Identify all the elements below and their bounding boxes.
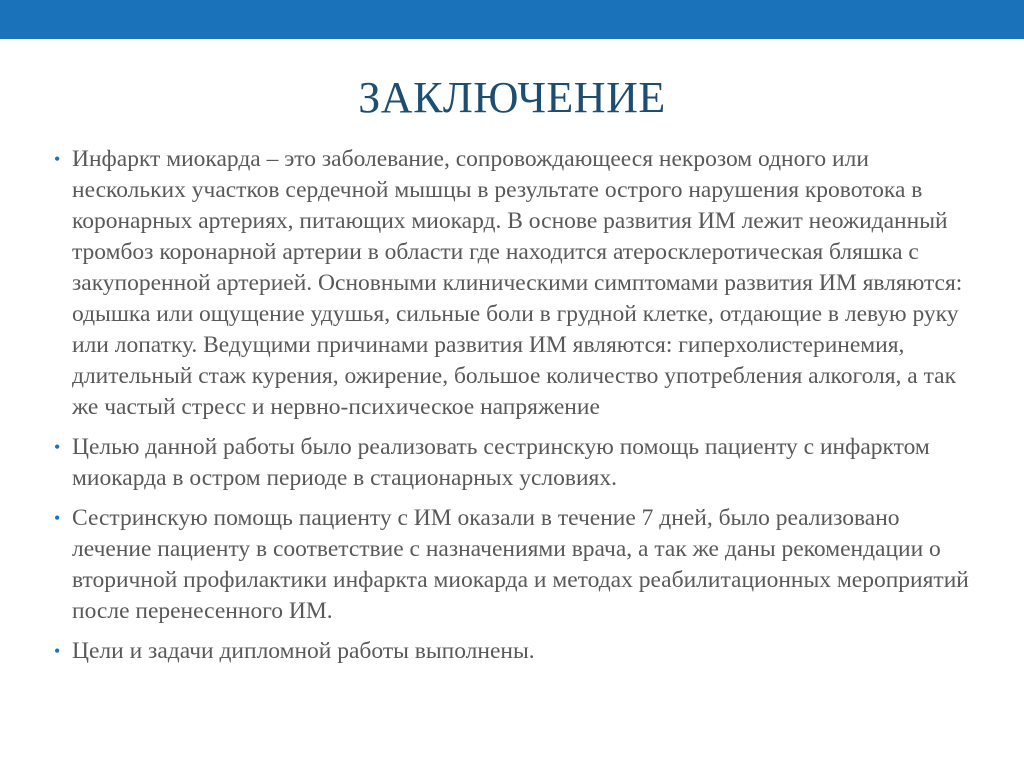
bullet-text: Сестринскую помощь пациенту с ИМ оказали в течение 7 дней, было реализовано лечение пациенту в соответствие с назначениями врача, а так же даны рекомендации о вторичной профилактики инфаркта миокарда и методах реабилитационных мероприятий после перенесенного ИМ. (72, 505, 969, 624)
bullet-item-result (50, 636, 984, 667)
bullet-item-care (50, 503, 984, 627)
top-accent-bar (0, 0, 1024, 39)
bullet-icon: • (54, 641, 61, 661)
bullet-item-definition (50, 144, 984, 423)
slide-title: ЗАКЛЮЧЕНИЕ (358, 73, 666, 122)
bullet-text: Цели и задачи дипломной работы выполнены. (72, 638, 535, 664)
bullet-icon: • (54, 437, 61, 457)
bullet-icon: • (54, 149, 61, 169)
bullet-text: Инфаркт миокарда – это заболевание, сопровождающееся некрозом одного или нескольких участков сердечной мышцы в результате острого нарушения кровотока в коронарных артериях, питающих миокард. В основе развития ИМ лежит неожиданный тромбоз коронарной артерии в области где находится атеросклеротическая бляшка с закупоренной артерией. Основными клиническими симптомами развития ИМ являются: одышка или ощущение удушья, сильные боли в грудной клетке, отдающие в левую руку или лопатку. Ведущими причинами развития ИМ являются: гиперхолистеринемия, длительный стаж курения, ожирение, большое количество употребления алкоголя, а так же частый стресс и нервно-психическое напряжение (72, 146, 963, 420)
bullet-list (50, 144, 984, 676)
bullet-text: Целью данной работы было реализовать сестринскую помощь пациенту с инфарктом миокарда в остром периоде в стационарных условиях. (72, 434, 930, 491)
bullet-item-goal (50, 432, 984, 494)
bullet-icon: • (54, 508, 61, 528)
